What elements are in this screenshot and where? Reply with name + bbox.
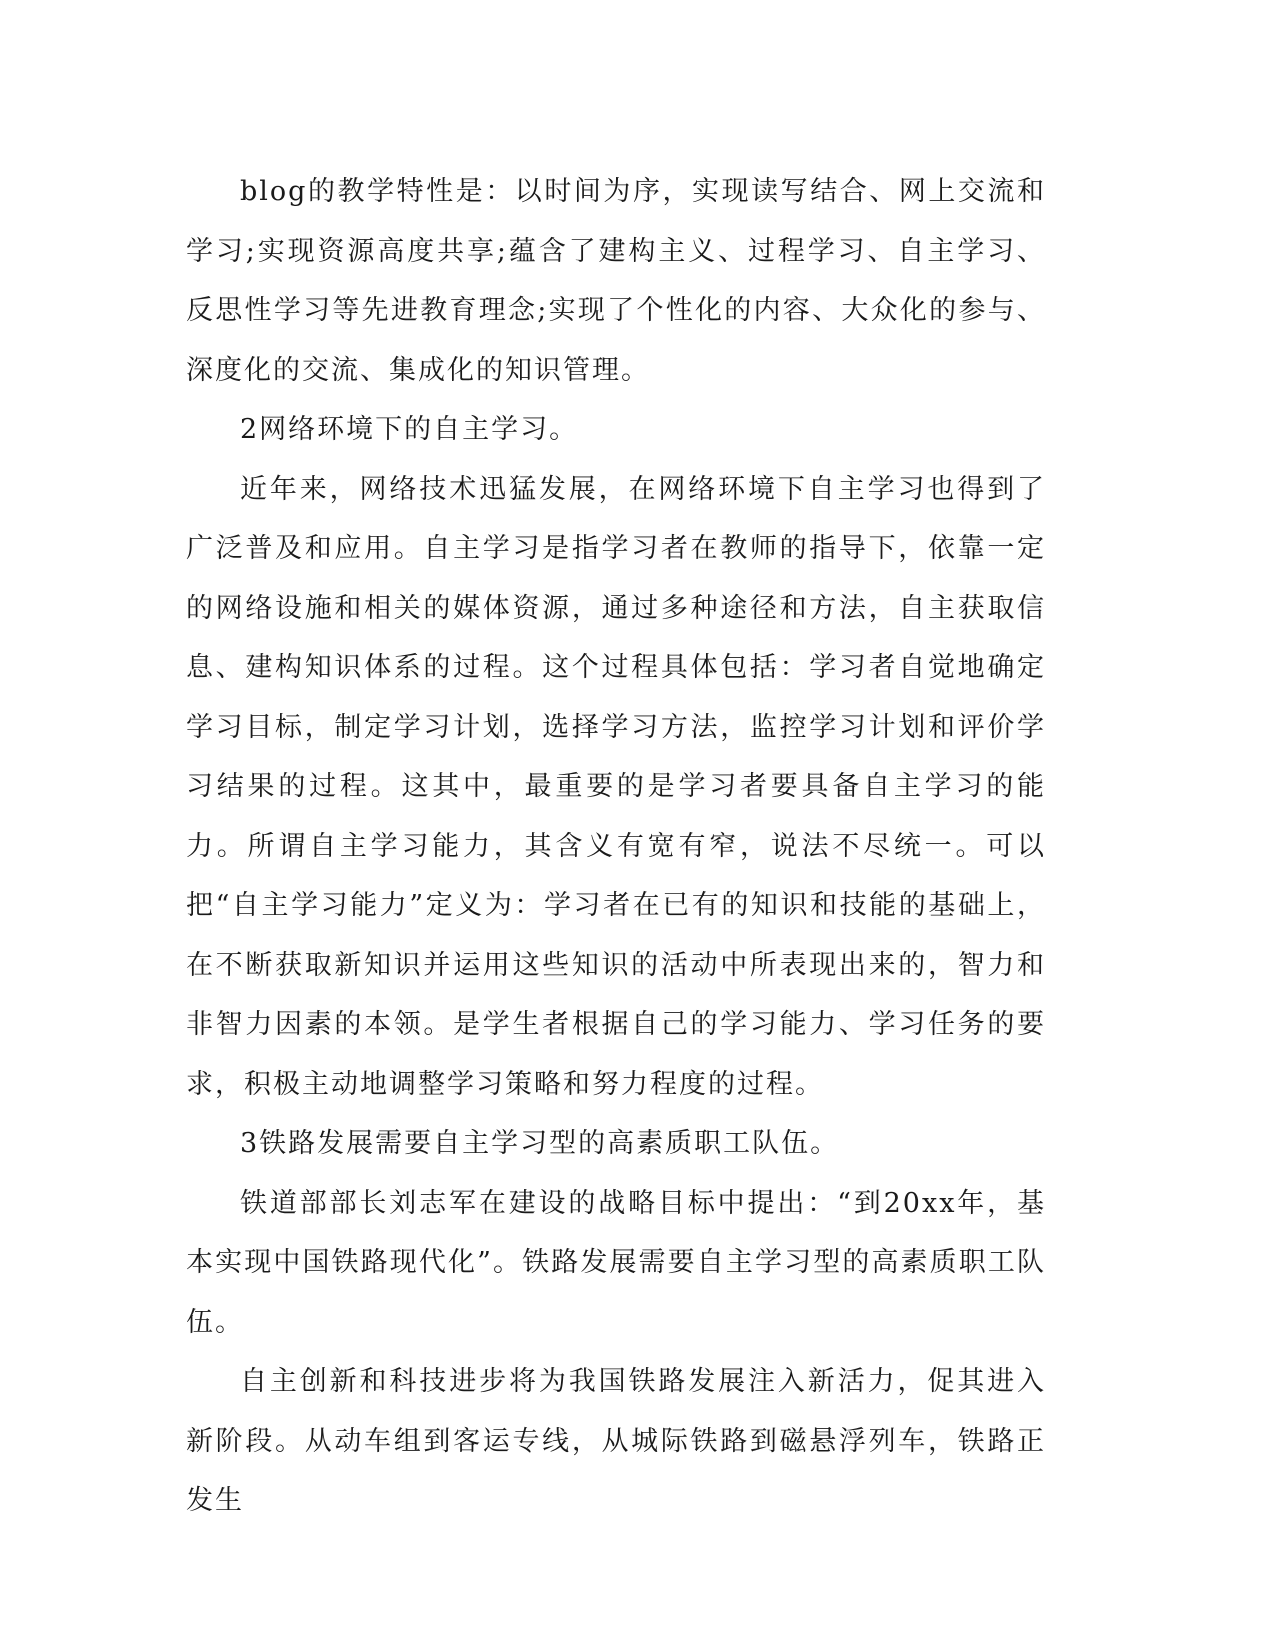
- section-heading-3: 3铁路发展需要自主学习型的高素质职工队伍。: [240, 1128, 840, 1159]
- paragraph-railway-goal: 铁道部部长刘志军在建设的战略目标中提出：“到20xx年，基本实现中国铁路现代化”。铁路发展需要自主学习型的高素质职工队伍。: [186, 1187, 1046, 1338]
- paragraph-blog-features: blog的教学特性是：以时间为序，实现读写结合、网上交流和学习;实现资源高度共享;蕴含了建构主义、过程学习、自主学习、反思性学习等先进教育理念;实现了个性化的内容、大众化的参与、深度化的交流、集成化的知识管理。: [186, 176, 1046, 386]
- paragraph-innovation: 自主创新和科技进步将为我国铁路发展注入新活力，促其进入新阶段。从动车组到客运专线，从城际铁路到磁悬浮列车，铁路正发生: [186, 1366, 1046, 1516]
- section-heading-2: 2网络环境下的自主学习。: [240, 414, 579, 445]
- document-body: [186, 162, 1046, 1531]
- paragraph-autonomous-learning: 近年来，网络技术迅猛发展，在网络环境下自主学习也得到了广泛普及和应用。自主学习是指学习者在教师的指导下，依靠一定的网络设施和相关的媒体资源，通过多种途径和方法，自主获取信息、建构知识体系的过程。这个过程具体包括：学习者自觉地确定学习目标，制定学习计划，选择学习方法，监控学习计划和评价学习结果的过程。这其中，最重要的是学习者要具备自主学习的能力。所谓自主学习能力，其含义有宽有窄，说法不尽统一。可以把“自主学习能力”定义为：学习者在已有的知识和技能的基础上，在不断获取新知识并运用这些知识的活动中所表现出来的，智力和非智力因素的本领。是学生者根据自己的学习能力、学习任务的要求，积极主动地调整学习策略和努力程度的过程。: [186, 473, 1046, 1100]
